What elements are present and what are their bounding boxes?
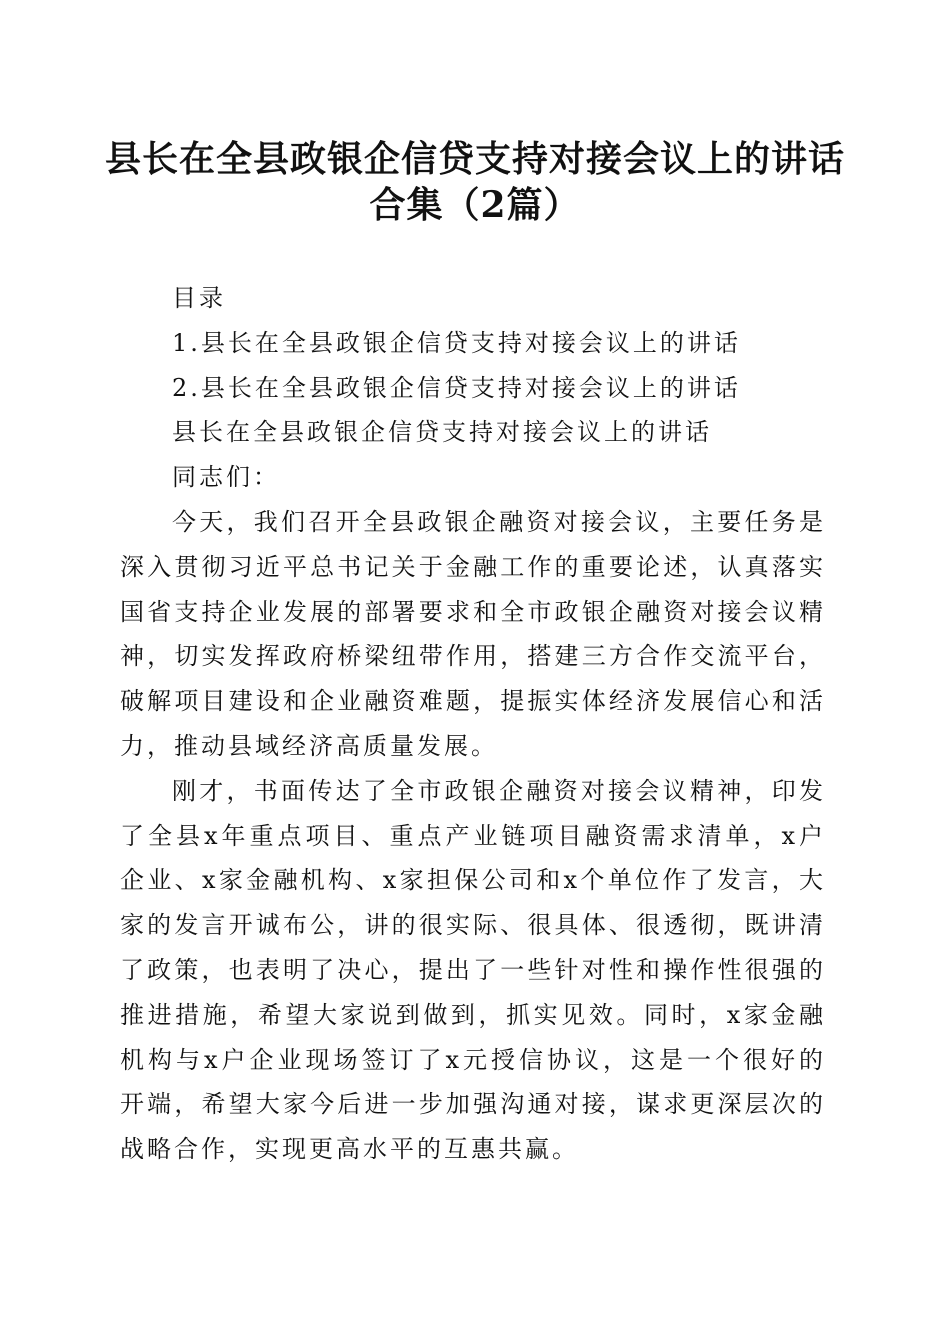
title-line-1: 县长在全县政银企信贷支持对接会议上的讲话 [104,138,845,180]
paragraph-1: 今天，我们召开全县政银企融资对接会议，主要任务是深入贯彻习近平总书记关于金融工作的重要论述，认真落实国省支持企业发展的部署要求和全市政银企融资对接会议精神，切实发挥政府桥梁纽带作用，搭建三方合作交流平台，破解项目建设和企业融资难题，提振实体经济发展信心和活力，推动县域经济高质量发展。 [120,507,826,760]
toc-item-2: 2.县长在全县政银企信贷支持对接会议上的讲话 [172,373,741,402]
toc-item-1: 1.县长在全县政银企信贷支持对接会议上的讲话 [172,328,741,357]
salutation: 同志们： [172,463,280,492]
section-title: 县长在全县政银企信贷支持对接会议上的讲话 [172,418,712,447]
document-body [120,276,826,1172]
toc-heading: 目录 [172,284,226,312]
title-line-2: 合集（2篇） [369,184,581,226]
document-title [80,136,870,228]
paragraph-2: 刚才，书面传达了全市政银企融资对接会议精神，印发了全县x年重点项目、重点产业链项目融资需求清单，x户企业、x家金融机构、x家担保公司和x个单位作了发言，大家的发言开诚布公，讲的很实际、很具体、很透彻，既讲清了政策，也表明了决心，提出了一些针对性和操作性很强的推进措施，希望大家说到做到，抓实见效。同时，x家金融机构与x户企业现场签订了x元授信协议，这是一个很好的开端，希望大家今后进一步加强沟通对接，谋求更深层次的战略合作，实现更高水平的互惠共赢。 [120,776,826,1164]
